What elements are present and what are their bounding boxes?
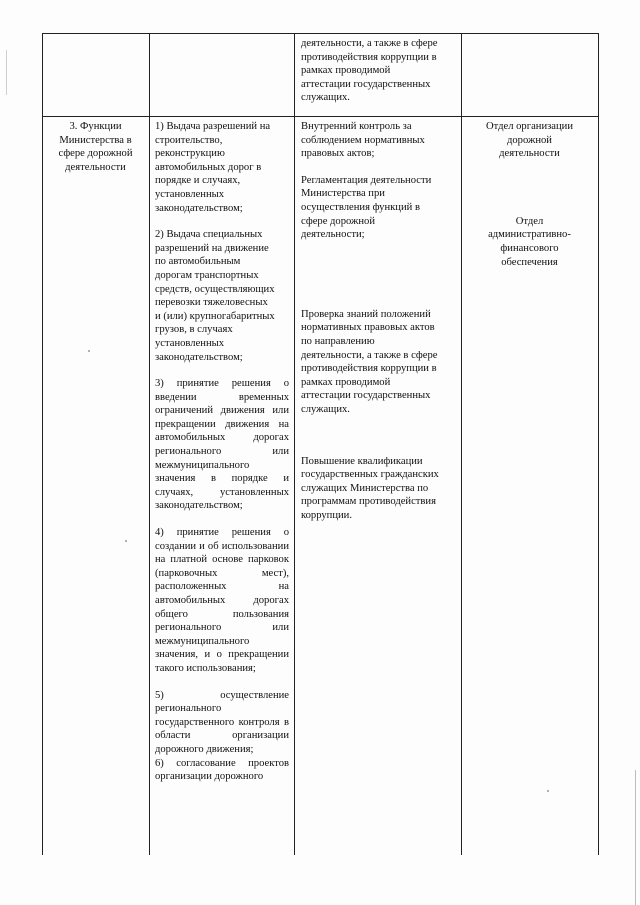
measure-item-1: Внутренний контроль за соблюдением нормативных правовых актов; (301, 121, 425, 160)
powers-list-cell (155, 120, 289, 784)
scan-speck (88, 350, 90, 352)
function-name: 3. Функции Министерства в сфере дорожной деятельности (58, 121, 133, 173)
table-border-top (42, 33, 599, 34)
continuation-control-measures-cell (301, 37, 457, 105)
table-row-divider (42, 116, 599, 117)
table-column-divider (294, 33, 295, 855)
responsible-unit-2: Отдел административно- финансового обеспечения (488, 215, 571, 268)
power-item-1: 1) Выдача разрешений на строительство, реконструкцию автомобильных дорог в порядке и случаях, установленных законодательством; (155, 121, 271, 214)
power-item-5: 5) осуществление регионального государственного контроля в области организации дорожного движения; (155, 689, 289, 755)
measure-item-4: Повышение квалификации государственных гражданских служащих Министерства по программам противодействия коррупции. (301, 455, 439, 521)
power-item-3: 3) принятие решения о введении временных ограничений движения или прекращении движения на автомобильных дорогах регионального или межмуниципального значения в порядке и случаях, установленных законодательством; (155, 378, 289, 512)
measure-item-2: Регламентация деятельности Министерства при осуществления функций в сфере дорожной деятельности; (301, 174, 432, 241)
scan-speck (125, 540, 127, 542)
control-measures-cell (301, 120, 457, 522)
table-border-left (42, 33, 43, 855)
power-item-4: 4) принятие решения о создании и об использовании на платной основе парковок (парковочных мест), расположенных на автомобильных дорогах общего пользования регионального или межмуниципального значения, и о прекращении такого использования; (155, 527, 289, 674)
scan-speck (547, 790, 549, 792)
table-border-right (598, 33, 599, 855)
table-column-divider (461, 33, 462, 855)
continuation-text: деятельности, а также в сфере противодействия коррупции в рамках проводимой аттестации государственных служащих. (301, 38, 438, 104)
power-item-6: 6) согласование проектов организации дорожного (155, 757, 289, 783)
power-item-2: 2) Выдача специальных разрешений на движение по автомобильным дорогам транспортных средств, осуществляющих перевозки тяжеловесных и (или) крупногабаритных грузов, в случаях установленных законодательством; (155, 229, 275, 363)
table-column-divider (149, 33, 150, 855)
responsible-unit-1: Отдел организации дорожной деятельности (485, 121, 574, 160)
measure-item-3: Проверка знаний положений нормативных правовых актов по направлению деятельности, а также в сфере противодействия коррупции в рамках проводимой аттестации государственных служащих. (301, 308, 438, 415)
responsible-unit-cell (464, 120, 595, 269)
function-name-cell (45, 120, 146, 174)
